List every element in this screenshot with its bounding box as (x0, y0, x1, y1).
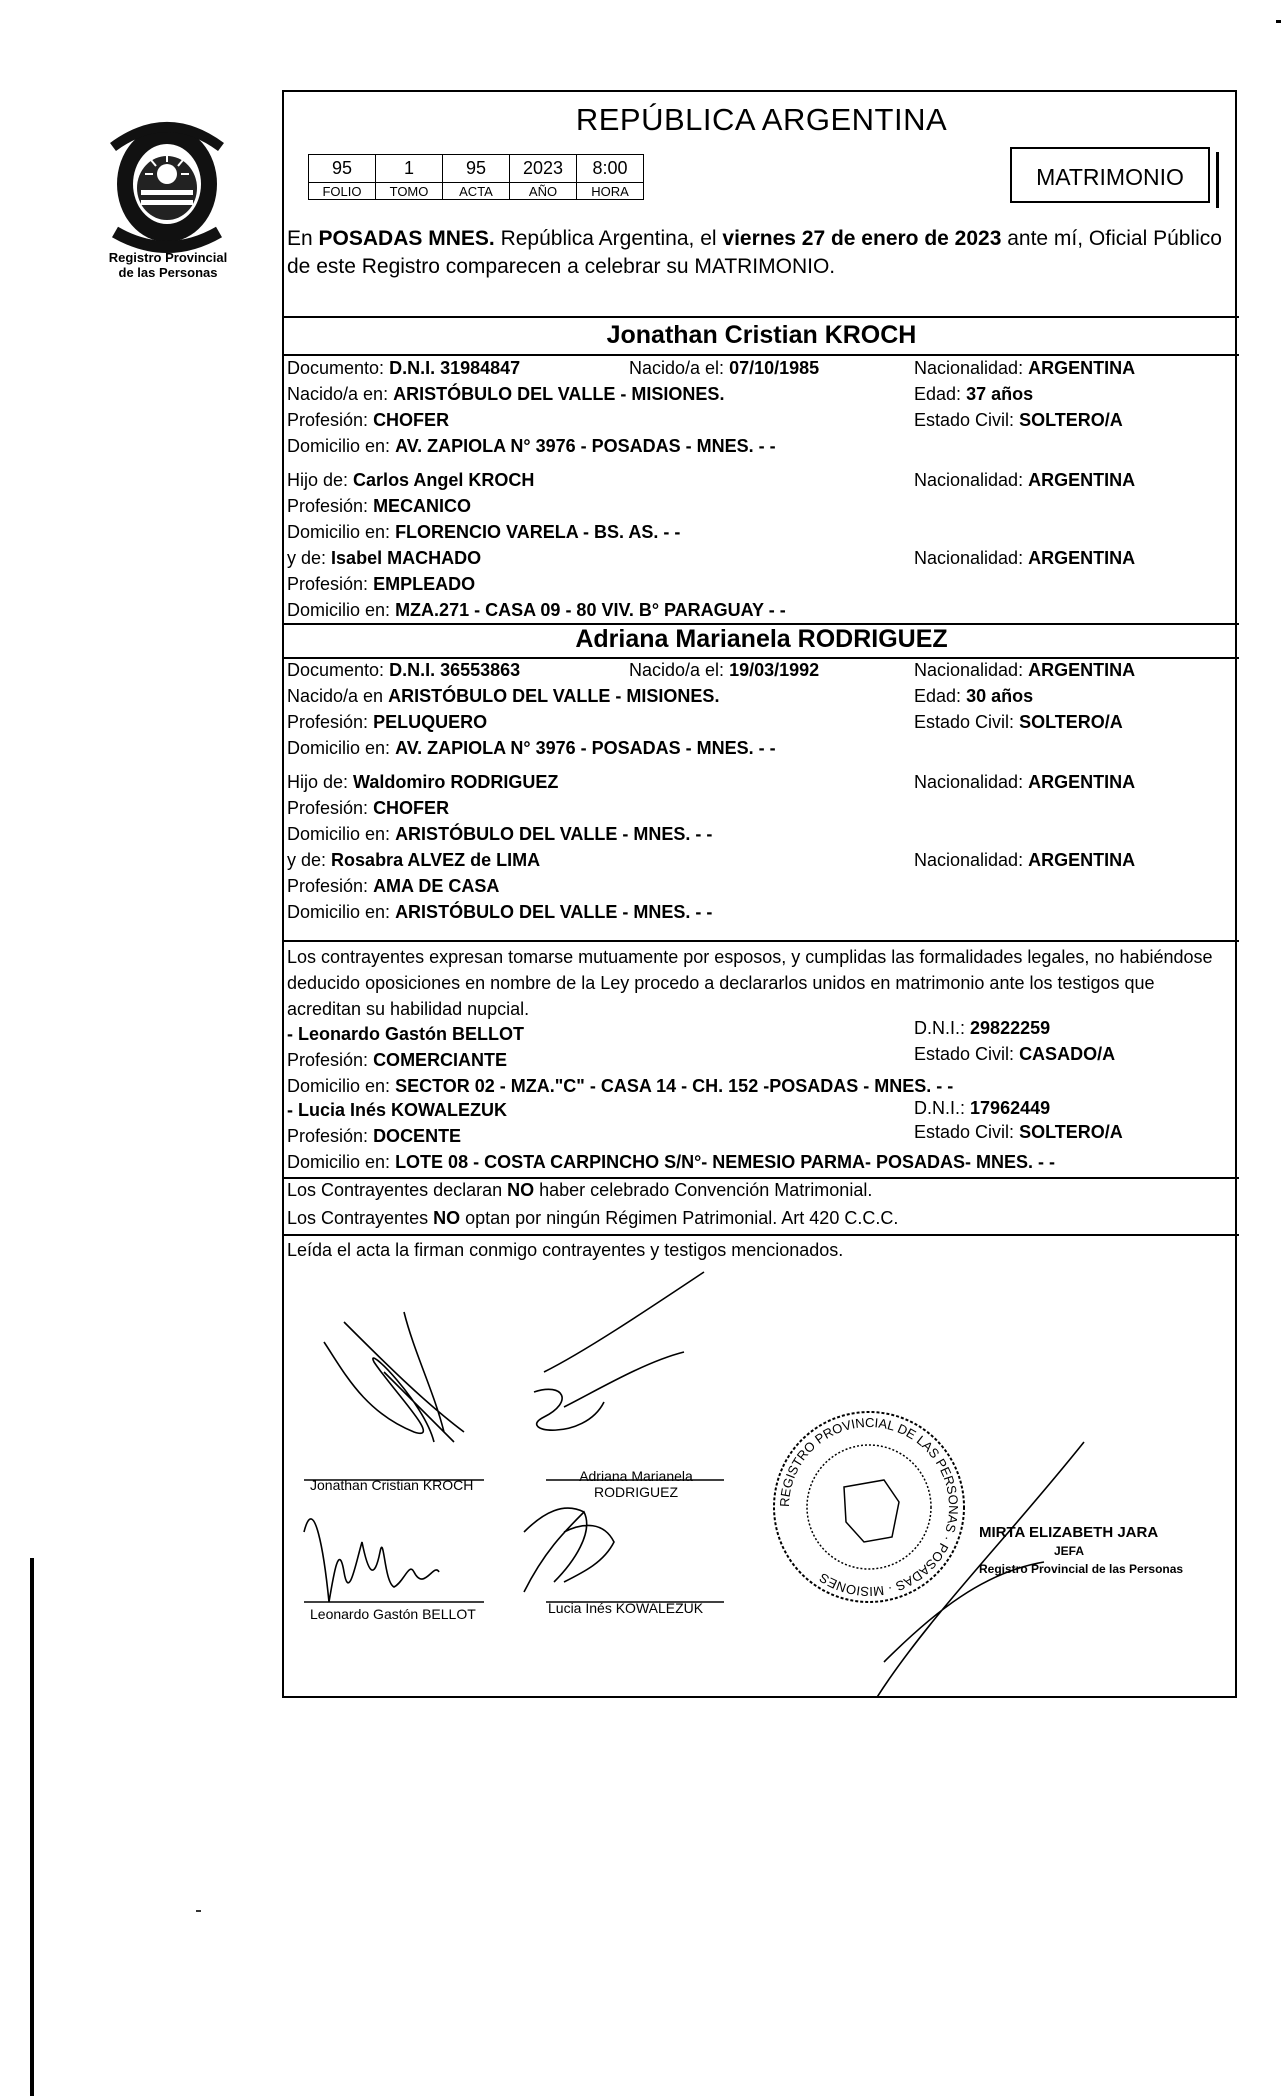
label: Nacionalidad: (914, 358, 1024, 378)
signature-label-spouse2-line2: RODRIGUEZ (594, 1484, 678, 1500)
caption-line1: Registro Provincial (108, 250, 228, 265)
label: Estado Civil: (914, 410, 1015, 430)
marriage-certificate (282, 90, 1237, 1698)
spouse1-mother-nationality: ARGENTINA (1028, 548, 1136, 568)
label: Domicilio en: (287, 1076, 391, 1096)
witness1-address: SECTOR 02 - MZA."C" - CASA 14 - CH. 152 -POSADAS - MNES. - - (395, 1076, 954, 1096)
record-metadata-table (308, 154, 644, 200)
label: Domicilio en: (287, 824, 391, 844)
declaration-text: Los contrayentes expresan tomarse mutuamente por esposos, y cumplidas las formalidades legales, no habiéndose deducido oposiciones en nombre de la Ley procedo a declararlos unidos en matrimonio ante los testigos que acreditan su habilidad nupcial. (287, 947, 1213, 1019)
witness2-profession: DOCENTE (373, 1126, 462, 1146)
spouse1-father-nationality: ARGENTINA (1028, 470, 1136, 490)
official-role: JEFA (1054, 1544, 1085, 1558)
spouse2-mother-nationality: ARGENTINA (1028, 850, 1136, 870)
convention-text: Los Contrayentes declaran (287, 1180, 508, 1200)
witness2-dni: 17962449 (970, 1098, 1051, 1118)
label: Nacionalidad: (914, 660, 1024, 680)
divider (284, 657, 1239, 659)
spouse2-nationality: ARGENTINA (1028, 660, 1136, 680)
label: Edad: (914, 384, 962, 404)
spouse2-name: Adriana Marianela RODRIGUEZ (575, 625, 948, 653)
intro-text: En (287, 227, 319, 250)
spouse1-civil-status: SOLTERO/A (1019, 410, 1123, 430)
intro-text: República Argentina, el (494, 227, 723, 250)
witness2-address: LOTE 08 - COSTA CARPINCHO S/N°- NEMESIO PARMA- POSADAS- MNES. - - (395, 1152, 1055, 1172)
label: Hijo de: (287, 470, 349, 490)
spouse1-mother-profession: EMPLEADO (373, 574, 476, 594)
spouse2-age: 30 años (966, 686, 1034, 706)
spouse1-address: AV. ZAPIOLA N° 3976 - POSADAS - MNES. - - (395, 436, 776, 456)
scan-edge-line (30, 1558, 34, 2096)
label: y de: (287, 850, 327, 870)
spouse2-documento: D.N.I. 36553863 (389, 660, 521, 680)
hora-label: HORA (577, 183, 644, 200)
label: Domicilio en: (287, 522, 391, 542)
acta-value: 95 (443, 155, 510, 183)
spouse2-father-profession: CHOFER (373, 798, 450, 818)
signature-label-spouse2-line1: Adriana Marianela (579, 1468, 693, 1484)
divider (284, 940, 1239, 942)
witness1-profession: COMERCIANTE (373, 1050, 508, 1070)
label: Nacionalidad: (914, 850, 1024, 870)
spouse2-father-address: ARISTÓBULO DEL VALLE - MNES. - - (395, 824, 713, 844)
label: y de: (287, 548, 327, 568)
signature-label-spouse1: Jonathan Cristian KROCH (310, 1477, 474, 1493)
act-type-shadow (1216, 152, 1219, 208)
spouse1-birthdate: 07/10/1985 (729, 358, 820, 378)
signature-label-witness1: Leonardo Gastón BELLOT (310, 1606, 476, 1622)
registry-caption (88, 250, 248, 280)
scan-speck (196, 1910, 201, 1912)
label: Nacido/a el: (629, 358, 725, 378)
spouse1-age: 37 años (966, 384, 1034, 404)
divider (284, 1177, 1239, 1179)
act-type-box: MATRIMONIO (1010, 147, 1210, 203)
stamp-ring-text: REGISTRO PROVINCIAL DE LAS PERSONAS · POSADAS · MISIONES (776, 1414, 962, 1600)
label: Nacionalidad: (914, 470, 1024, 490)
label: Profesión: (287, 798, 369, 818)
spouse1-birthplace: ARISTÓBULO DEL VALLE - MISIONES. (393, 384, 725, 404)
intro-text: ante mí, Oficial Público de este Registro comparecen a celebrar su MATRIMONIO. (287, 227, 1222, 278)
tomo-label: TOMO (376, 183, 443, 200)
signature-scribbles (284, 1242, 1239, 1697)
spouse1-profession: CHOFER (373, 410, 450, 430)
intro-date: viernes 27 de enero de 2023 (722, 227, 1002, 250)
hora-value: 8:00 (577, 155, 644, 183)
label: Profesión: (287, 410, 369, 430)
spouse2-mother-address: ARISTÓBULO DEL VALLE - MNES. - - (395, 902, 713, 922)
label: Estado Civil: (914, 1044, 1015, 1064)
label: Edad: (914, 686, 962, 706)
label: D.N.I.: (914, 1098, 966, 1118)
witness2-civil-status: SOLTERO/A (1019, 1122, 1123, 1142)
intro-place: POSADAS MNES. (318, 227, 495, 250)
witness1-name: - Leonardo Gastón BELLOT (287, 1024, 524, 1044)
convention-no: NO (507, 1180, 535, 1200)
witness1-dni: 29822259 (970, 1018, 1051, 1038)
signing-statement: Leída el acta la firman conmigo contrayentes y testigos mencionados. (287, 1240, 844, 1260)
spouse1-father: Carlos Angel KROCH (353, 470, 535, 490)
anio-value: 2023 (510, 155, 577, 183)
divider (284, 1234, 1239, 1236)
intro-paragraph (287, 225, 1232, 281)
label: Profesión: (287, 574, 369, 594)
label: Profesión: (287, 496, 369, 516)
spouse2-birthplace: ARISTÓBULO DEL VALLE - MISIONES. (388, 686, 720, 706)
regime-text: Los Contrayentes (287, 1208, 434, 1228)
spouse1-nationality: ARGENTINA (1028, 358, 1136, 378)
label: Domicilio en: (287, 738, 391, 758)
label: Domicilio en: (287, 1152, 391, 1172)
official-stamp (764, 1402, 974, 1612)
spouse2-profession: PELUQUERO (373, 712, 488, 732)
caption-line2: de las Personas (118, 265, 218, 280)
label: Profesión: (287, 876, 369, 896)
label: Hijo de: (287, 772, 349, 792)
folio-label: FOLIO (309, 183, 376, 200)
spouse2-father-nationality: ARGENTINA (1028, 772, 1136, 792)
spouse1-mother: Isabel MACHADO (331, 548, 482, 568)
spouse1-mother-address: MZA.271 - CASA 09 - 80 VIV. B° PARAGUAY - - (395, 600, 786, 620)
label: Domicilio en: (287, 436, 391, 456)
spouse2-birthdate: 19/03/1992 (729, 660, 820, 680)
spouse2-father: Waldomiro RODRIGUEZ (353, 772, 559, 792)
label: Profesión: (287, 712, 369, 732)
convention-text: haber celebrado Convención Matrimonial. (534, 1180, 873, 1200)
acta-label: ACTA (443, 183, 510, 200)
label: Domicilio en: (287, 600, 391, 620)
witness2-name: - Lucia Inés KOWALEZUK (287, 1100, 508, 1120)
spouse2-mother: Rosabra ALVEZ de LIMA (331, 850, 541, 870)
label: Estado Civil: (914, 712, 1015, 732)
spouse1-father-address: FLORENCIO VARELA - BS. AS. - - (395, 522, 681, 542)
label: Nacido/a en (287, 686, 384, 706)
folio-value: 95 (309, 155, 376, 183)
label: Nacido/a el: (629, 660, 725, 680)
label: Nacionalidad: (914, 548, 1024, 568)
signature-label-spouse2 (566, 1468, 706, 1500)
document-title: REPÚBLICA ARGENTINA (575, 102, 948, 137)
spouse2-address: AV. ZAPIOLA N° 3976 - POSADAS - MNES. - - (395, 738, 776, 758)
scan-speck (1276, 20, 1281, 23)
official-organization: Registro Provincial de las Personas (979, 1562, 1184, 1576)
spouse2-mother-profession: AMA DE CASA (373, 876, 500, 896)
label: D.N.I.: (914, 1018, 966, 1038)
spouse2-civil-status: SOLTERO/A (1019, 712, 1123, 732)
witness1-civil-status: CASADO/A (1019, 1044, 1116, 1064)
regime-text: optan por ningún Régimen Patrimonial. Art 420 C.C.C. (460, 1208, 899, 1228)
anio-label: AÑO (510, 183, 577, 200)
official-name: MIRTA ELIZABETH JARA (979, 1524, 1159, 1541)
divider (284, 354, 1239, 356)
label: Profesión: (287, 1126, 369, 1146)
label: Nacionalidad: (914, 772, 1024, 792)
label: Domicilio en: (287, 902, 391, 922)
spouse1-documento: D.N.I. 31984847 (389, 358, 521, 378)
label: Documento: (287, 660, 385, 680)
regime-no: NO (433, 1208, 461, 1228)
label: Profesión: (287, 1050, 369, 1070)
spouse1-father-profession: MECANICO (373, 496, 472, 516)
divider (284, 316, 1239, 318)
spouse1-name: Jonathan Cristian KROCH (606, 321, 917, 349)
signature-label-witness2: Lucia Inés KOWALEZUK (548, 1600, 704, 1616)
label: Estado Civil: (914, 1122, 1015, 1142)
label: Documento: (287, 358, 385, 378)
tomo-value: 1 (376, 155, 443, 183)
label: Nacido/a en: (287, 384, 389, 404)
